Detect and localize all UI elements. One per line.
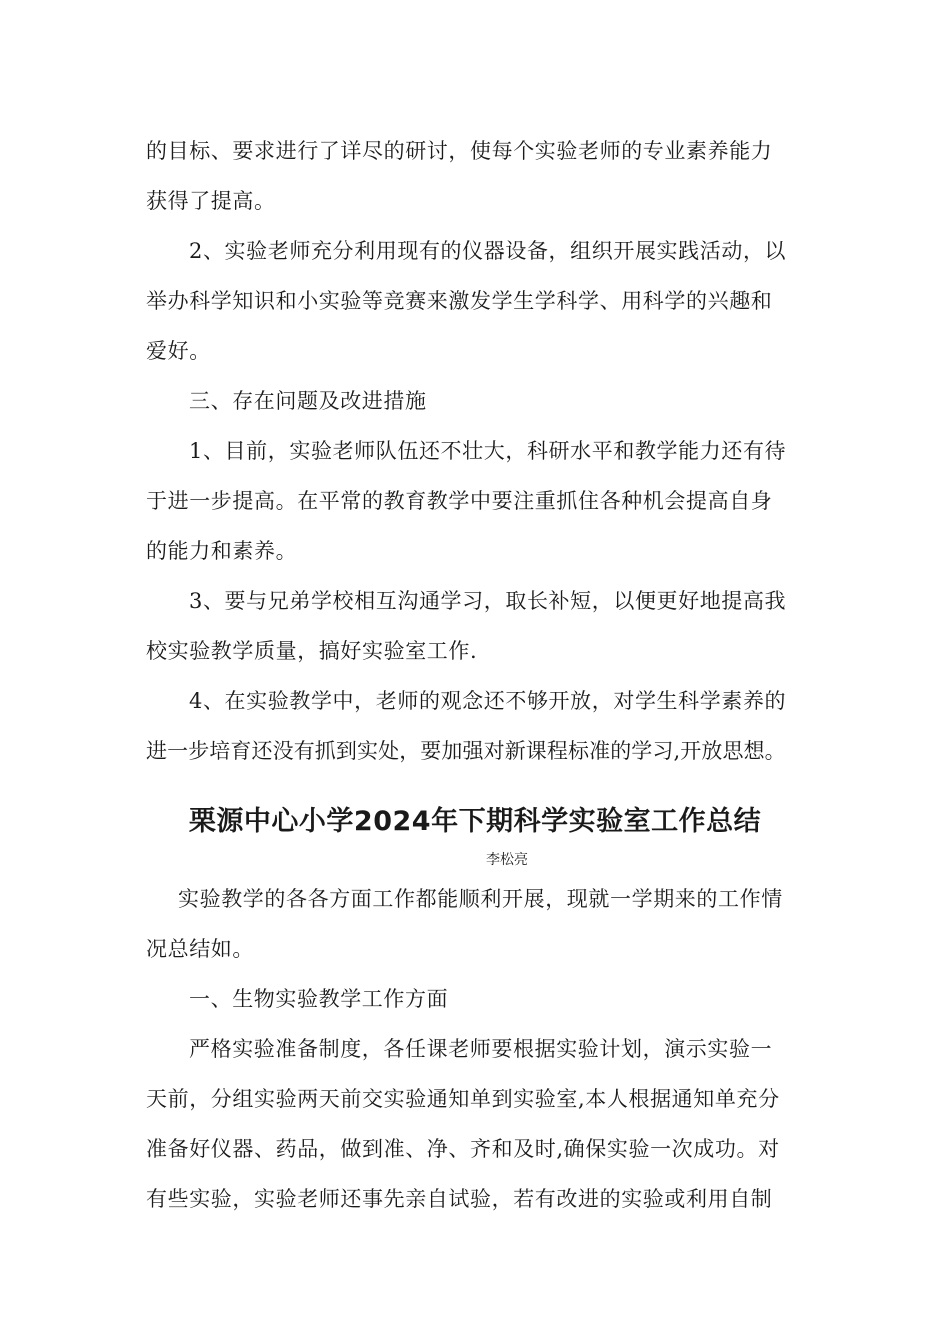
paragraph-line: 况总结如。	[146, 937, 254, 961]
paragraph-line: 于进一步提高。在平常的教育教学中要注重抓住各种机会提高自身	[146, 489, 773, 513]
paragraph-line: 的能力和素养。	[146, 539, 298, 563]
document-title: 栗源中心小学2024年下期科学实验室工作总结	[188, 806, 762, 837]
paragraph-line: 爱好。	[146, 339, 211, 363]
paragraph-line: 4、在实验教学中，老师的观念还不够开放，对学生科学素养的	[189, 689, 787, 713]
author-name: 李松亮	[486, 852, 528, 868]
paragraph-line: 2、实验老师充分利用现有的仪器设备，组织开展实践活动，以	[189, 239, 787, 263]
paragraph-line: 进一步培育还没有抓到实处，要加强对新课程标准的学习,开放思想。	[146, 739, 786, 763]
paragraph-line: 严格实验准备制度，各任课老师要根据实验计划，演示实验一	[189, 1037, 773, 1061]
paragraph-line: 3、要与兄弟学校相互沟通学习，取长补短，以便更好地提高我	[189, 589, 787, 613]
section-heading: 一、生物实验教学工作方面	[189, 987, 449, 1011]
paragraph-line: 天前，分组实验两天前交实验通知单到实验室,本人根据通知单充分	[146, 1087, 780, 1111]
paragraph-line: 准备好仪器、药品，做到准、净、齐和及时,确保实验一次成功。对	[146, 1137, 780, 1161]
paragraph-line: 实验教学的各各方面工作都能顺利开展，现就一学期来的工作情	[178, 887, 783, 911]
paragraph-line: 校实验教学质量，搞好实验室工作.	[146, 639, 478, 663]
paragraph-line: 的目标、要求进行了详尽的研讨，使每个实验老师的专业素养能力	[146, 139, 773, 163]
paragraph-line: 获得了提高。	[146, 189, 276, 213]
section-heading: 三、存在问题及改进措施	[189, 389, 427, 413]
paragraph-line: 有些实验，实验老师还事先亲自试验，若有改进的实验或利用自制	[146, 1187, 773, 1211]
paragraph-line: 举办科学知识和小实验等竞赛来激发学生学科学、用科学的兴趣和	[146, 289, 773, 313]
paragraph-line: 1、目前，实验老师队伍还不壮大，科研水平和教学能力还有待	[189, 439, 787, 463]
